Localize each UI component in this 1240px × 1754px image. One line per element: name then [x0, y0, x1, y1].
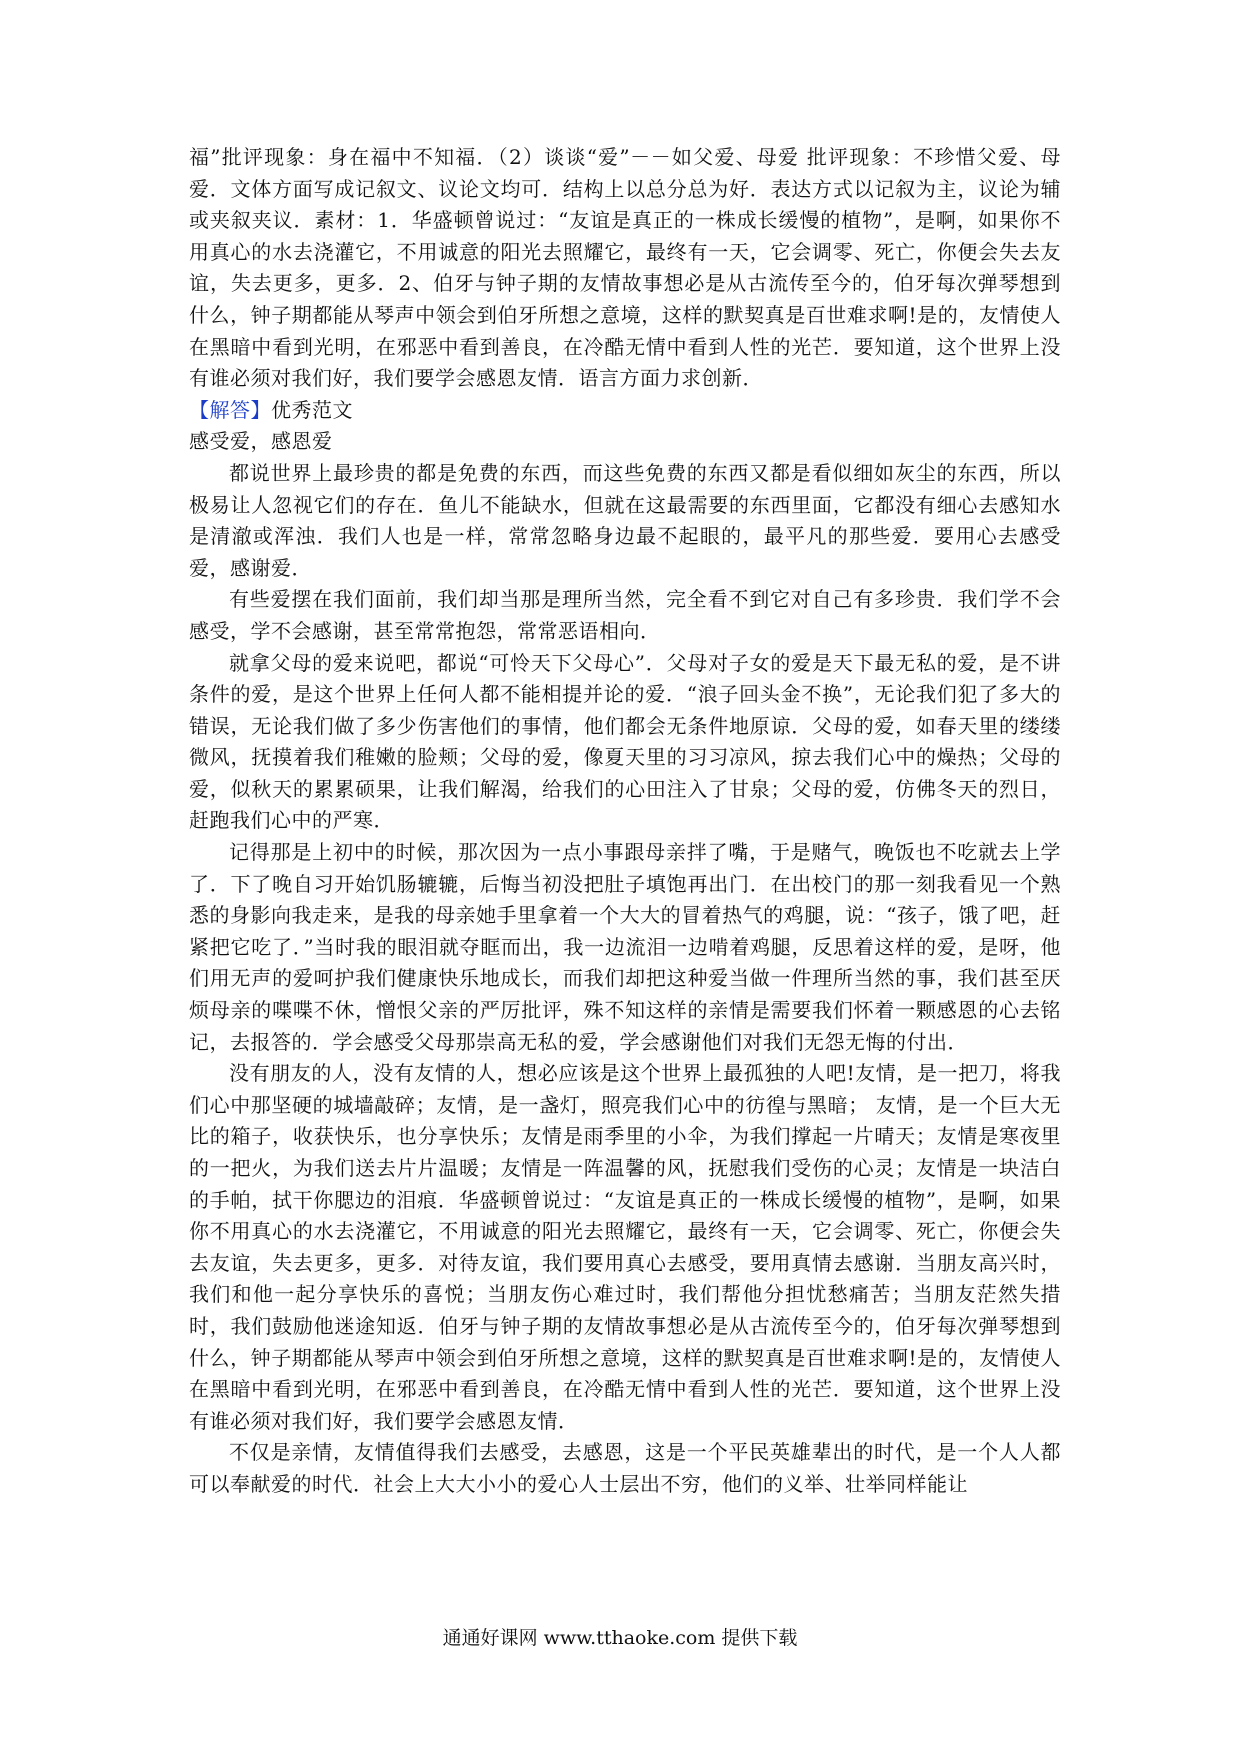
essay-paragraph-2: 有些爱摆在我们面前，我们却当那是理所当然，完全看不到它对自己有多珍贵．我们学不会感受，学不会感谢，甚至常常抱怨，常常恶语相向．	[189, 587, 1061, 643]
essay-paragraph-3: 就拿父母的爱来说吧，都说“可怜天下父母心”．父母对子女的爱是天下最无私的爱，是不讲条件的爱，是这个世界上任何人都不能相提并论的爱．“浪子回头金不换”，无论我们犯了多大的错误，无论我们做了多少伤害他们的事情，他们都会无条件地原谅．父母的爱，如春天里的缕缕微风，抚摸着我们稚嫩的脸颊；父母的爱，像夏天里的习习凉风，掠去我们心中的燥热；父母的爱，似秋天的累累硕果，让我们解渴，给我们的心田注入了甘泉；父母的爱，仿佛冬天的烈日，赶跑我们心中的严寒．	[189, 650, 1061, 833]
answer-tag: 【解答】	[189, 397, 271, 422]
answer-heading	[189, 395, 1061, 427]
essay-paragraph-1: 都说世界上最珍贵的都是免费的东西，而这些免费的东西又都是看似细如灰尘的东西，所以极易让人忽视它们的存在．鱼儿不能缺水，但就在这最需要的东西里面，它都没有细心去感知水是清澈或浑浊．我们人也是一样，常常忽略身边最不起眼的，最平凡的那些爱．要用心去感受爱，感谢爱．	[189, 460, 1061, 580]
essay-paragraph-4: 记得那是上初中的时候，那次因为一点小事跟母亲拌了嘴，于是赌气，晚饭也不吃就去上学了．下了晚自习开始饥肠辘辘，后悔当初没把肚子填饱再出门．在出校门的那一刻我看见一个熟悉的身影向我走来，是我的母亲她手里拿着一个大大的冒着热气的鸡腿，说：“孩子，饿了吧，赶紧把它吃了．”当时我的眼泪就夺眶而出，我一边流泪一边啃着鸡腿，反思着这样的爱，是呀，他们用无声的爱呵护我们健康快乐地成长，而我们却把这种爱当做一件理所当然的事，我们甚至厌烦母亲的喋喋不休，憎恨父亲的严厉批评，殊不知这样的亲情是需要我们怀着一颗感恩的心去铭记，去报答的．学会感受父母那崇高无私的爱，学会感谢他们对我们无怨无悔的付出．	[189, 840, 1061, 1054]
document-body	[189, 142, 1061, 1501]
page-footer: 通通好课网 www.tthaoke.com 提供下载	[442, 1627, 798, 1649]
essay-title: 感受爱，感恩爱	[189, 429, 333, 454]
essay-paragraph-6: 不仅是亲情，友情值得我们去感受，去感恩，这是一个平民英雄辈出的时代，是一个人人都可以奉献爱的时代．社会上大大小小的爱心人士层出不穷，他们的义举、壮举同样能让	[189, 1440, 1061, 1496]
answer-label: 优秀范文	[271, 397, 353, 422]
essay-paragraph-5: 没有朋友的人，没有友情的人，想必应该是这个世界上最孤独的人吧!友情，是一把刀，将我们心中那坚硬的城墙敲碎；友情，是一盏灯，照亮我们心中的彷徨与黑暗； 友情，是一个巨大无比的箱子，收获快乐，也分享快乐；友情是雨季里的小伞，为我们撑起一片晴天；友情是寒夜里的一把火，为我们送去片片温暖；友情是一阵温馨的风，抚慰我们受伤的心灵；友情是一块洁白的手帕，拭干你腮边的泪痕．华盛顿曾说过：“友谊是真正的一株成长缓慢的植物”，是啊，如果你不用真心的水去浇灌它，不用诚意的阳光去照耀它，最终有一天，它会调零、死亡，你便会失去友谊，失去更多，更多．对待友谊，我们要用真心去感受，要用真情去感谢．当朋友高兴时，我们和他一起分享快乐的喜悦；当朋友伤心难过时，我们帮他分担忧愁痛苦；当朋友茫然失措时，我们鼓励他迷途知返．伯牙与钟子期的友情故事想必是从古流传至今的，伯牙每次弹琴想到什么，钟子期都能从琴声中领会到伯牙所想之意境，这样的默契真是百世难求啊!是的，友情使人在黑暗中看到光明，在邪恶中看到善良，在冷酷无情中看到人性的光芒．要知道，这个世界上没有谁必须对我们好，我们要学会感恩友情．	[189, 1061, 1061, 1433]
intro-paragraph: 福”批评现象：身在福中不知福．（2）谈谈“爱”－－如父爱、母爱 批评现象：不珍惜父爱、母爱．文体方面写成记叙文、议论文均可．结构上以总分总为好．表达方式以记叙为主，议论为辅或夹叙夹议．素材：1．华盛顿曾说过：“友谊是真正的一株成长缓慢的植物”，是啊，如果你不用真心的水去浇灌它，不用诚意的阳光去照耀它，最终有一天，它会调零、死亡，你便会失去友谊，失去更多，更多．2、伯牙与钟子期的友情故事想必是从古流传至今的，伯牙每次弹琴想到什么，钟子期都能从琴声中领会到伯牙所想之意境，这样的默契真是百世难求啊!是的，友情使人在黑暗中看到光明，在邪恶中看到善良，在冷酷无情中看到人性的光芒．要知道，这个世界上没有谁必须对我们好，我们要学会感恩友情．语言方面力求创新．	[189, 145, 1061, 391]
